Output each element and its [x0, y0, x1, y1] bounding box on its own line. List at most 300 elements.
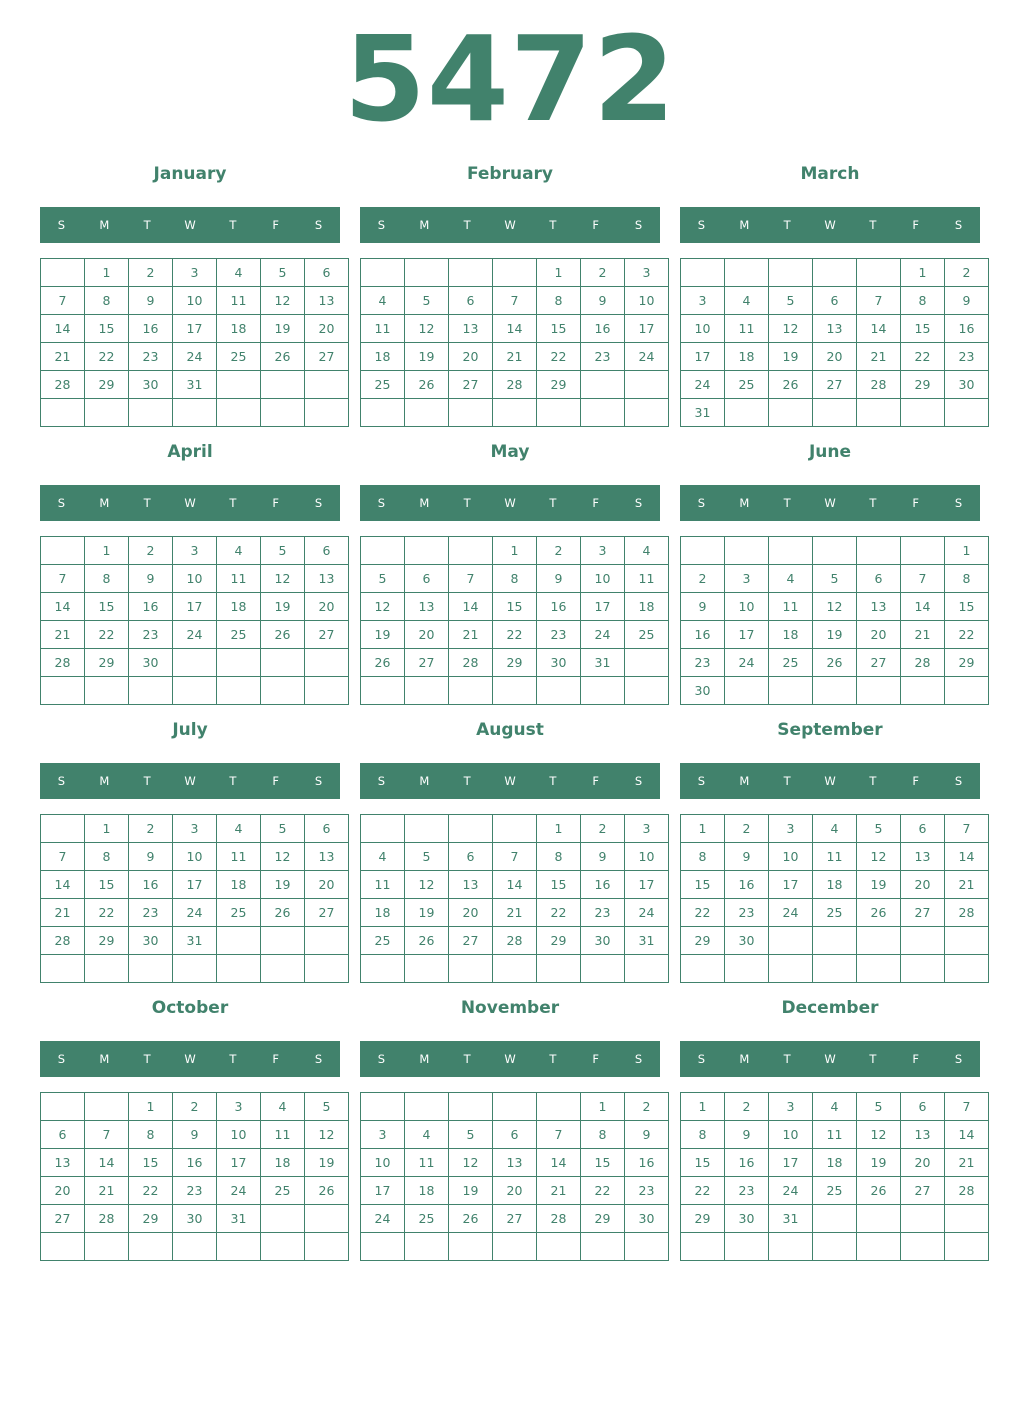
- week-row: [41, 565, 349, 593]
- day-cell: 26: [405, 371, 449, 399]
- day-cell: [449, 399, 493, 427]
- week-row: [41, 871, 349, 899]
- day-cell: 19: [857, 1149, 901, 1177]
- day-cell: 11: [261, 1121, 305, 1149]
- day-cell: 22: [681, 1177, 725, 1205]
- week-row: [681, 955, 989, 983]
- day-cell: [625, 399, 669, 427]
- day-cell: 31: [217, 1205, 261, 1233]
- day-cell: [813, 1233, 857, 1261]
- day-cell: [581, 677, 625, 705]
- day-cell: 25: [625, 621, 669, 649]
- weekday-label: F: [592, 218, 600, 232]
- day-cell: 16: [725, 871, 769, 899]
- day-cell: 23: [725, 1177, 769, 1205]
- weekday-label: T: [229, 774, 237, 788]
- day-cell: 27: [305, 899, 349, 927]
- day-cell: 13: [41, 1149, 85, 1177]
- day-cell: [261, 649, 305, 677]
- weekday-label: W: [824, 218, 836, 232]
- day-cell: [725, 955, 769, 983]
- day-cell: [493, 1233, 537, 1261]
- weekday-label: S: [697, 218, 706, 232]
- weekday-label: M: [99, 218, 110, 232]
- week-row: [681, 259, 989, 287]
- day-cell: 7: [901, 565, 945, 593]
- weekday-label: M: [99, 1052, 110, 1066]
- day-cell: 19: [261, 593, 305, 621]
- day-cell: [581, 955, 625, 983]
- day-cell: 3: [173, 259, 217, 287]
- day-cell: [857, 259, 901, 287]
- month-name: April: [167, 442, 213, 462]
- day-cell: 10: [769, 1121, 813, 1149]
- week-row: [681, 871, 989, 899]
- day-cell: 29: [681, 1205, 725, 1233]
- day-cell: [361, 1233, 405, 1261]
- weekday-header: [680, 1041, 980, 1077]
- weekday-label: F: [272, 496, 280, 510]
- day-cell: [769, 259, 813, 287]
- day-cell: 5: [261, 815, 305, 843]
- day-cell: 27: [449, 927, 493, 955]
- weekday-label: W: [184, 496, 196, 510]
- day-cell: [625, 649, 669, 677]
- day-cell: 22: [945, 621, 989, 649]
- day-cell: 23: [581, 343, 625, 371]
- day-grid: [40, 1092, 349, 1261]
- day-cell: 25: [361, 927, 405, 955]
- week-row: [681, 1149, 989, 1177]
- day-cell: 19: [449, 1177, 493, 1205]
- day-cell: 12: [261, 287, 305, 315]
- week-row: [361, 1205, 669, 1233]
- day-cell: 25: [813, 899, 857, 927]
- day-cell: 24: [173, 899, 217, 927]
- day-cell: 14: [449, 593, 493, 621]
- day-cell: 17: [361, 1177, 405, 1205]
- day-cell: [625, 955, 669, 983]
- day-cell: 15: [901, 315, 945, 343]
- month-name: February: [466, 164, 554, 184]
- weekday-label: S: [57, 1052, 66, 1066]
- month-name: October: [151, 998, 229, 1018]
- day-cell: 14: [537, 1149, 581, 1177]
- day-cell: [405, 815, 449, 843]
- day-cell: 15: [537, 315, 581, 343]
- day-cell: [857, 537, 901, 565]
- weekday-label: T: [143, 774, 151, 788]
- day-cell: 27: [857, 649, 901, 677]
- month-name: November: [460, 998, 560, 1018]
- day-cell: [217, 1233, 261, 1261]
- weekday-label: F: [912, 774, 920, 788]
- day-cell: 1: [85, 259, 129, 287]
- day-cell: [261, 677, 305, 705]
- day-cell: 23: [537, 621, 581, 649]
- weekday-label: F: [912, 218, 920, 232]
- day-cell: 18: [217, 593, 261, 621]
- day-cell: [901, 677, 945, 705]
- week-row: [41, 1149, 349, 1177]
- week-row: [681, 677, 989, 705]
- day-cell: 2: [129, 815, 173, 843]
- day-cell: [725, 677, 769, 705]
- day-cell: 31: [173, 927, 217, 955]
- month-name: March: [800, 164, 860, 184]
- day-cell: 28: [493, 927, 537, 955]
- day-grid: [360, 1092, 669, 1261]
- day-cell: 11: [725, 315, 769, 343]
- month-name: June: [808, 442, 852, 462]
- day-cell: 16: [581, 315, 625, 343]
- day-cell: [85, 955, 129, 983]
- day-cell: 3: [681, 287, 725, 315]
- day-cell: 8: [85, 565, 129, 593]
- day-cell: 8: [681, 1121, 725, 1149]
- day-cell: 24: [173, 621, 217, 649]
- day-cell: 25: [361, 371, 405, 399]
- day-cell: 12: [769, 315, 813, 343]
- day-cell: 19: [405, 343, 449, 371]
- day-cell: 20: [405, 621, 449, 649]
- day-cell: [261, 1205, 305, 1233]
- week-row: [361, 621, 669, 649]
- day-cell: 9: [581, 843, 625, 871]
- weekday-label: T: [463, 496, 471, 510]
- day-cell: [405, 537, 449, 565]
- day-cell: [945, 399, 989, 427]
- day-cell: 27: [405, 649, 449, 677]
- day-cell: 18: [217, 315, 261, 343]
- day-cell: [681, 537, 725, 565]
- day-cell: 30: [129, 649, 173, 677]
- day-cell: 10: [217, 1121, 261, 1149]
- day-cell: 15: [85, 593, 129, 621]
- weekday-label: F: [592, 1052, 600, 1066]
- day-cell: 15: [85, 315, 129, 343]
- day-cell: 28: [945, 1177, 989, 1205]
- day-cell: 31: [681, 399, 725, 427]
- day-cell: 12: [261, 565, 305, 593]
- weekday-label: W: [184, 774, 196, 788]
- day-cell: 19: [857, 871, 901, 899]
- day-cell: [537, 1233, 581, 1261]
- day-cell: 22: [901, 343, 945, 371]
- weekday-header: [360, 1041, 660, 1077]
- weekday-label: T: [783, 1052, 791, 1066]
- day-cell: [405, 399, 449, 427]
- day-cell: 19: [405, 899, 449, 927]
- day-cell: [493, 1093, 537, 1121]
- day-cell: 6: [305, 537, 349, 565]
- day-grid: [680, 536, 989, 705]
- day-cell: 23: [581, 899, 625, 927]
- day-cell: 15: [85, 871, 129, 899]
- day-cell: [857, 927, 901, 955]
- day-cell: [41, 1093, 85, 1121]
- day-cell: 7: [857, 287, 901, 315]
- day-cell: [217, 955, 261, 983]
- day-cell: 17: [217, 1149, 261, 1177]
- week-row: [41, 677, 349, 705]
- day-cell: 24: [681, 371, 725, 399]
- weekday-label: M: [99, 774, 110, 788]
- day-cell: 11: [769, 593, 813, 621]
- day-cell: 27: [41, 1205, 85, 1233]
- day-cell: 16: [173, 1149, 217, 1177]
- weekday-label: T: [783, 774, 791, 788]
- day-cell: 12: [857, 843, 901, 871]
- weekday-label: M: [419, 218, 430, 232]
- day-cell: 4: [261, 1093, 305, 1121]
- day-cell: 14: [945, 843, 989, 871]
- week-row: [681, 399, 989, 427]
- week-row: [41, 537, 349, 565]
- day-cell: 8: [85, 843, 129, 871]
- day-grid: [680, 1092, 989, 1261]
- day-cell: 10: [625, 287, 669, 315]
- day-cell: 13: [305, 843, 349, 871]
- day-cell: 15: [945, 593, 989, 621]
- day-cell: [945, 927, 989, 955]
- day-cell: 23: [129, 899, 173, 927]
- day-cell: 4: [625, 537, 669, 565]
- day-cell: 30: [681, 677, 725, 705]
- day-cell: 8: [945, 565, 989, 593]
- day-cell: [449, 677, 493, 705]
- day-cell: 20: [305, 593, 349, 621]
- day-cell: [901, 537, 945, 565]
- day-cell: 3: [581, 537, 625, 565]
- day-cell: 29: [85, 371, 129, 399]
- day-cell: [681, 1233, 725, 1261]
- day-cell: 2: [129, 259, 173, 287]
- day-cell: 6: [305, 259, 349, 287]
- day-cell: [305, 927, 349, 955]
- weekday-header: [40, 1041, 340, 1077]
- weekday-label: W: [184, 218, 196, 232]
- day-cell: 18: [625, 593, 669, 621]
- day-cell: 26: [305, 1177, 349, 1205]
- weekday-label: W: [824, 1052, 836, 1066]
- week-row: [41, 1121, 349, 1149]
- day-cell: [493, 399, 537, 427]
- day-cell: 17: [173, 871, 217, 899]
- day-cell: [173, 1233, 217, 1261]
- weekday-header: [40, 485, 340, 521]
- day-cell: 9: [725, 843, 769, 871]
- day-cell: 23: [129, 343, 173, 371]
- day-cell: [261, 927, 305, 955]
- day-cell: 1: [537, 815, 581, 843]
- week-row: [361, 871, 669, 899]
- day-cell: 16: [129, 593, 173, 621]
- week-row: [41, 649, 349, 677]
- day-cell: 12: [361, 593, 405, 621]
- day-cell: 24: [625, 899, 669, 927]
- day-cell: [217, 649, 261, 677]
- day-cell: [901, 927, 945, 955]
- day-cell: 10: [173, 843, 217, 871]
- week-row: [361, 593, 669, 621]
- day-cell: [945, 1205, 989, 1233]
- week-row: [361, 287, 669, 315]
- day-cell: 22: [85, 343, 129, 371]
- day-cell: 25: [261, 1177, 305, 1205]
- day-cell: 18: [217, 871, 261, 899]
- day-cell: 20: [813, 343, 857, 371]
- weekday-header: [360, 207, 660, 243]
- weekday-label: T: [869, 496, 877, 510]
- day-cell: [405, 1233, 449, 1261]
- month-name: January: [153, 164, 227, 184]
- day-cell: [449, 537, 493, 565]
- day-cell: 24: [769, 1177, 813, 1205]
- day-cell: 10: [361, 1149, 405, 1177]
- weekday-header: [360, 485, 660, 521]
- day-cell: 2: [725, 1093, 769, 1121]
- weekday-label: T: [143, 496, 151, 510]
- day-cell: 27: [449, 371, 493, 399]
- week-row: [41, 287, 349, 315]
- weekday-label: S: [634, 774, 643, 788]
- day-cell: [41, 1233, 85, 1261]
- day-cell: [625, 371, 669, 399]
- day-cell: 1: [901, 259, 945, 287]
- day-cell: 12: [405, 871, 449, 899]
- day-cell: 28: [857, 371, 901, 399]
- day-cell: [449, 815, 493, 843]
- day-cell: [305, 955, 349, 983]
- day-cell: [261, 371, 305, 399]
- day-cell: 3: [173, 815, 217, 843]
- day-cell: 2: [945, 259, 989, 287]
- weekday-label: T: [783, 218, 791, 232]
- day-cell: 30: [725, 927, 769, 955]
- day-cell: [813, 927, 857, 955]
- day-cell: 4: [725, 287, 769, 315]
- week-row: [361, 399, 669, 427]
- day-cell: 27: [901, 1177, 945, 1205]
- day-cell: 21: [857, 343, 901, 371]
- day-cell: 17: [625, 871, 669, 899]
- week-row: [361, 1093, 669, 1121]
- day-cell: 8: [493, 565, 537, 593]
- day-cell: 25: [813, 1177, 857, 1205]
- day-cell: 1: [681, 1093, 725, 1121]
- day-cell: 26: [813, 649, 857, 677]
- day-cell: [769, 677, 813, 705]
- day-grid: [40, 258, 349, 427]
- day-cell: [537, 399, 581, 427]
- day-cell: [217, 677, 261, 705]
- weekday-label: F: [912, 1052, 920, 1066]
- day-cell: [725, 1233, 769, 1261]
- week-row: [361, 649, 669, 677]
- day-cell: 27: [305, 343, 349, 371]
- day-cell: 28: [449, 649, 493, 677]
- day-cell: 28: [41, 649, 85, 677]
- day-cell: 27: [493, 1205, 537, 1233]
- day-cell: 24: [217, 1177, 261, 1205]
- day-cell: 14: [41, 315, 85, 343]
- day-cell: 22: [581, 1177, 625, 1205]
- day-cell: 30: [581, 927, 625, 955]
- week-row: [41, 955, 349, 983]
- day-cell: 13: [901, 843, 945, 871]
- day-cell: 11: [813, 1121, 857, 1149]
- weekday-label: F: [592, 774, 600, 788]
- day-cell: 1: [537, 259, 581, 287]
- weekday-label: S: [377, 1052, 386, 1066]
- day-cell: 11: [217, 843, 261, 871]
- day-cell: 14: [41, 593, 85, 621]
- day-cell: 16: [581, 871, 625, 899]
- day-cell: 28: [85, 1205, 129, 1233]
- day-cell: 30: [173, 1205, 217, 1233]
- day-cell: [129, 1233, 173, 1261]
- day-cell: [493, 955, 537, 983]
- week-row: [681, 287, 989, 315]
- day-cell: [769, 955, 813, 983]
- day-cell: 2: [129, 537, 173, 565]
- weekday-label: T: [549, 774, 557, 788]
- weekday-label: T: [549, 496, 557, 510]
- day-cell: [813, 1205, 857, 1233]
- weekday-label: T: [229, 218, 237, 232]
- day-cell: 20: [41, 1177, 85, 1205]
- week-row: [41, 315, 349, 343]
- weekday-label: W: [504, 1052, 516, 1066]
- day-cell: 14: [857, 315, 901, 343]
- day-cell: 18: [405, 1177, 449, 1205]
- day-cell: 11: [625, 565, 669, 593]
- day-cell: 4: [361, 287, 405, 315]
- day-cell: 23: [945, 343, 989, 371]
- day-cell: 25: [405, 1205, 449, 1233]
- day-cell: 11: [361, 871, 405, 899]
- day-cell: 13: [305, 565, 349, 593]
- day-cell: 10: [769, 843, 813, 871]
- day-cell: 18: [361, 343, 405, 371]
- month-name: September: [777, 720, 883, 740]
- day-cell: 2: [625, 1093, 669, 1121]
- day-cell: 20: [857, 621, 901, 649]
- day-cell: 10: [681, 315, 725, 343]
- day-cell: 4: [769, 565, 813, 593]
- day-cell: 2: [537, 537, 581, 565]
- day-cell: 12: [449, 1149, 493, 1177]
- day-cell: 23: [129, 621, 173, 649]
- weekday-label: W: [824, 496, 836, 510]
- day-cell: 6: [901, 1093, 945, 1121]
- day-cell: 1: [85, 815, 129, 843]
- day-cell: 17: [625, 315, 669, 343]
- week-row: [681, 315, 989, 343]
- day-cell: 28: [901, 649, 945, 677]
- day-cell: 4: [217, 259, 261, 287]
- day-cell: 18: [769, 621, 813, 649]
- weekday-label: S: [57, 774, 66, 788]
- weekday-label: F: [272, 218, 280, 232]
- day-cell: 17: [769, 871, 813, 899]
- day-cell: 18: [361, 899, 405, 927]
- week-row: [681, 843, 989, 871]
- day-cell: 15: [493, 593, 537, 621]
- weekday-label: F: [912, 496, 920, 510]
- day-cell: [945, 677, 989, 705]
